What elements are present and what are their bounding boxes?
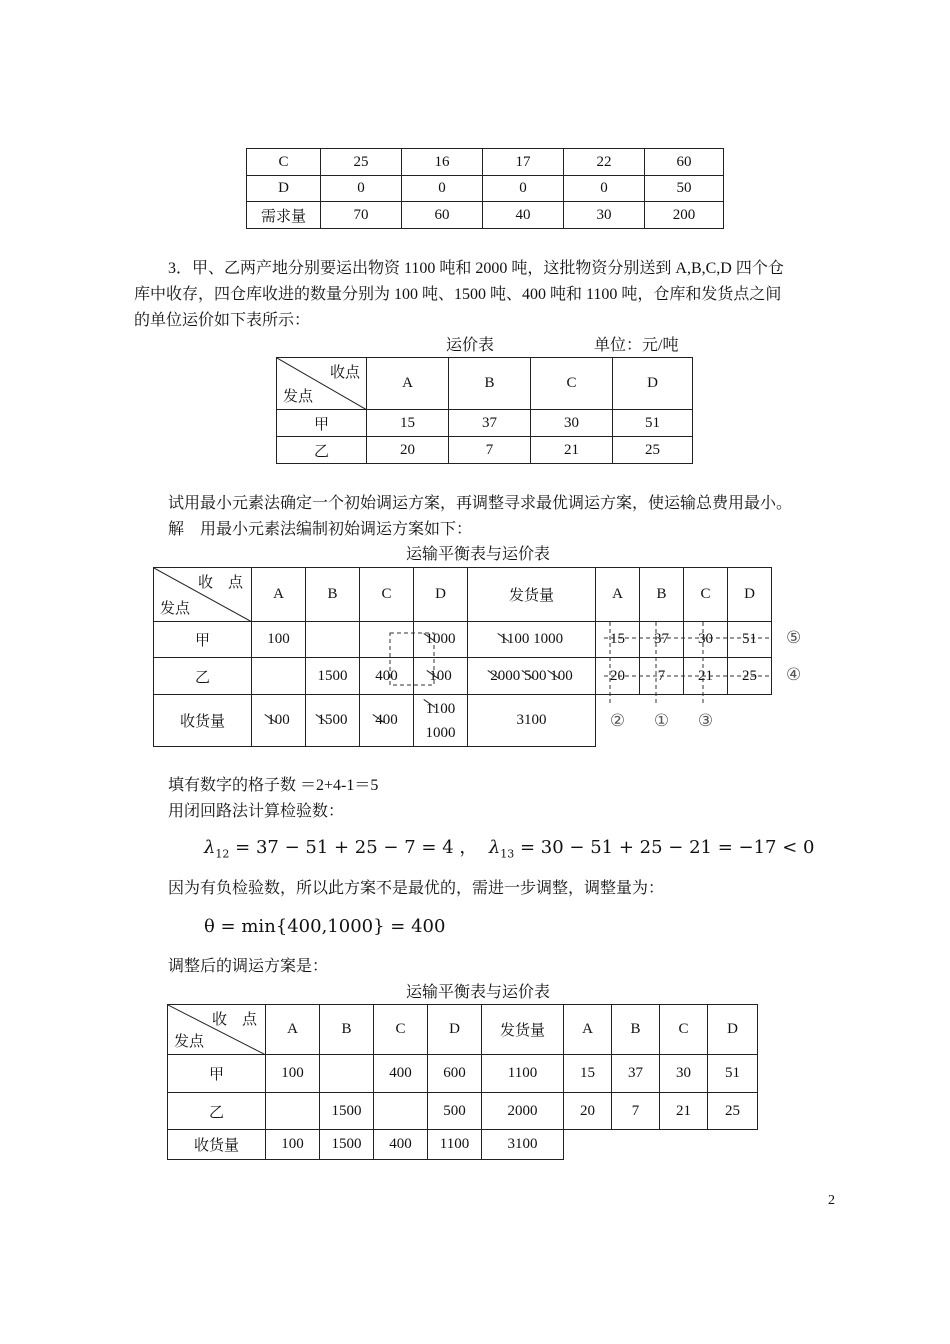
problem-line-3: 的单位运价如下表所示：	[134, 312, 311, 329]
table-row	[247, 149, 724, 176]
table-cell: 51	[728, 622, 772, 658]
table-cell: 37	[612, 1055, 660, 1093]
table-cell: 0	[564, 176, 645, 202]
table-cell: D	[247, 176, 321, 202]
table-row	[247, 202, 724, 229]
table-cell: 200	[645, 202, 724, 229]
table-row	[277, 358, 693, 410]
struck-value: 1500	[317, 712, 348, 728]
table-cell	[414, 658, 468, 695]
header-receive: 收 点	[197, 575, 243, 591]
row-label: 乙	[154, 658, 252, 695]
table-row	[168, 1093, 758, 1130]
lambda-index: 13	[500, 847, 515, 861]
column-header: D	[728, 568, 772, 622]
table-cell: 600	[428, 1055, 482, 1093]
row-label: 甲	[277, 410, 367, 437]
table-cell	[252, 658, 306, 695]
column-header: D	[613, 358, 693, 410]
struck-value: 100	[550, 667, 573, 684]
column-header: A	[596, 568, 640, 622]
struck-value: 100	[429, 667, 452, 684]
table-cell: 100	[266, 1130, 320, 1160]
table-cell: 25	[728, 658, 772, 695]
table-cell	[374, 1093, 428, 1130]
table-cell: 0	[483, 176, 564, 202]
page-number: 2	[828, 1193, 835, 1208]
table-row	[154, 695, 596, 747]
table-cell	[266, 1093, 320, 1130]
table-row	[596, 568, 772, 622]
table-cell	[306, 622, 360, 658]
table-row	[596, 695, 772, 747]
struck-value: 100	[267, 712, 290, 728]
order-mark: ③	[697, 710, 714, 730]
column-header: D	[414, 568, 468, 622]
table-cell: 70	[321, 202, 402, 229]
row-label: 甲	[154, 622, 252, 658]
table-cell: 1100	[482, 1055, 564, 1093]
balance2-caption: 运输平衡表与运价表	[406, 984, 551, 1001]
table-cell: 17	[483, 149, 564, 176]
struck-value: 400	[375, 712, 398, 728]
row-label: 乙	[168, 1093, 266, 1130]
table-row	[277, 410, 693, 437]
table-cell: 1500	[306, 658, 360, 695]
table-row	[168, 1005, 758, 1055]
table-cell: 16	[402, 149, 483, 176]
column-header: B	[320, 1005, 374, 1055]
table-cell	[360, 695, 414, 747]
diagonal-header	[277, 358, 367, 410]
column-header: C	[374, 1005, 428, 1055]
table-cell: 3100	[468, 695, 596, 747]
table-cell: 7	[612, 1093, 660, 1130]
table-row	[596, 622, 772, 658]
table-cell: 25	[708, 1093, 758, 1130]
header-send: 发点	[174, 1034, 205, 1050]
column-header: A	[367, 358, 449, 410]
table-cell: 1500	[320, 1093, 374, 1130]
row-label: 收货量	[154, 695, 252, 747]
loop-method: 用闭回路法计算检验数：	[168, 803, 345, 820]
task-line-1: 试用最小元素法确定一个初始调运方案，再调整寻求最优调运方案，使运输总费用最小。	[168, 495, 793, 512]
table-cell: 30	[660, 1055, 708, 1093]
struck-value: 1100	[426, 697, 455, 721]
table-row	[168, 1055, 758, 1093]
empty-cell	[708, 1130, 758, 1160]
order-mark: ①	[653, 710, 670, 730]
table-cell: 100	[266, 1055, 320, 1093]
table-cell: 2000	[482, 1093, 564, 1130]
table-cell: 需求量	[247, 202, 321, 229]
table-cell: 7	[449, 437, 531, 464]
table-cell: 51	[613, 410, 693, 437]
column-header: C	[531, 358, 613, 410]
header-send: 发点	[283, 389, 314, 405]
table-cell: 15	[367, 410, 449, 437]
row-label: 收货量	[168, 1130, 266, 1160]
column-header: D	[708, 1005, 758, 1055]
table-cell: 60	[402, 202, 483, 229]
lambda-index: 12	[215, 847, 230, 861]
empty-cell	[612, 1130, 660, 1160]
table-cell: 50	[645, 176, 724, 202]
table-cell: C	[247, 149, 321, 176]
table-cell: 25	[321, 149, 402, 176]
theta-formula: θ = min{400,1000} = 400	[204, 916, 446, 937]
lambda-symbol: λ	[204, 837, 216, 858]
table-cell: 0	[402, 176, 483, 202]
table-cell	[468, 622, 596, 658]
struck-value: 1000	[425, 631, 456, 647]
table-row	[154, 622, 596, 658]
row-label: 甲	[168, 1055, 266, 1093]
column-header: 发货量	[468, 568, 596, 622]
table-cell: 30	[531, 410, 613, 437]
table-cell: 100	[252, 622, 306, 658]
column-header: C	[360, 568, 414, 622]
order-mark-row1: ⑤	[786, 628, 802, 647]
column-header: B	[640, 568, 684, 622]
task-line-2: 解 用最小元素法编制初始调运方案如下：	[168, 521, 473, 538]
demand-table	[246, 148, 724, 229]
struck-value: 2000	[490, 667, 521, 684]
column-header: A	[564, 1005, 612, 1055]
empty-cell	[660, 1130, 708, 1160]
header-receive: 收点	[329, 365, 360, 381]
table-cell: 20	[564, 1093, 612, 1130]
table-cell: 22	[564, 149, 645, 176]
table-cell: 21	[660, 1093, 708, 1130]
supply-value: 1000	[533, 631, 564, 647]
column-header: B	[306, 568, 360, 622]
balance-table-initial	[153, 567, 596, 747]
table-cell	[414, 695, 468, 747]
table-cell: 25	[613, 437, 693, 464]
table-cell: 21	[531, 437, 613, 464]
cell-count: 填有数字的格子数 ＝2+4-1＝5	[168, 777, 379, 794]
table-cell: 400	[374, 1055, 428, 1093]
column-header: C	[660, 1005, 708, 1055]
order-mark: ②	[609, 710, 626, 730]
empty-cell	[728, 695, 772, 747]
table-cell: 37	[449, 410, 531, 437]
column-header: B	[612, 1005, 660, 1055]
table-row	[277, 437, 693, 464]
balance-table-adjusted	[167, 1004, 758, 1160]
table-cell: 30	[684, 622, 728, 658]
empty-cell	[564, 1130, 612, 1160]
table-cell: 20	[367, 437, 449, 464]
header-receive: 收 点	[211, 1012, 257, 1028]
table-cell: 0	[321, 176, 402, 202]
reason-text: 因为有负检验数，所以此方案不是最优的，需进一步调整，调整量为：	[168, 880, 665, 897]
table-cell: 37	[640, 622, 684, 658]
column-header: C	[684, 568, 728, 622]
diagonal-header	[168, 1005, 266, 1055]
struck-value: 1100	[499, 631, 530, 647]
table-cell: 3100	[482, 1130, 564, 1160]
formula-part: = 37 − 51 + 25 − 7 = 4 ，	[229, 837, 478, 858]
table-cell	[306, 695, 360, 747]
table-row	[247, 176, 724, 202]
table-cell	[468, 658, 596, 695]
column-header: A	[266, 1005, 320, 1055]
table-cell: 500	[428, 1093, 482, 1130]
table-cell: 60	[645, 149, 724, 176]
table-cell: 1500	[320, 1130, 374, 1160]
price-table-caption: 运价表	[446, 337, 495, 354]
demand-value: 1000	[425, 724, 456, 741]
table-cell: 15	[564, 1055, 612, 1093]
table-row	[596, 658, 772, 695]
problem-line-1: 3．甲、乙两产地分别要运出物资 1100 吨和 2000 吨，这批物资分别送到 A,B,C,D 四个仓	[168, 260, 784, 277]
formula-part: = 30 − 51 + 25 − 21 = −17 < 0	[514, 837, 815, 858]
table-cell: 21	[684, 658, 728, 695]
table-cell: 51	[708, 1055, 758, 1093]
table-cell: 30	[564, 202, 645, 229]
price-table	[276, 357, 693, 464]
problem-line-2: 库中收存，四仓库收进的数量分别为 100 吨、1500 吨、400 吨和 1100 吨，仓库和发货点之间	[134, 286, 782, 303]
order-mark-row2: ④	[786, 665, 802, 684]
struck-value: 500	[524, 667, 547, 684]
price-table-unit: 单位：元/吨	[594, 337, 679, 354]
table-cell: 400	[360, 658, 414, 695]
table-cell	[252, 695, 306, 747]
balance-table-initial-costs	[595, 567, 772, 747]
column-header: B	[449, 358, 531, 410]
column-header: D	[428, 1005, 482, 1055]
lambda-symbol: λ	[488, 837, 501, 858]
row-label: 乙	[277, 437, 367, 464]
balance1-caption: 运输平衡表与运价表	[406, 546, 551, 563]
check-formula	[204, 834, 814, 868]
header-send: 发点	[160, 601, 191, 617]
table-row	[154, 658, 596, 695]
table-cell: 400	[374, 1130, 428, 1160]
table-cell: 1100	[428, 1130, 482, 1160]
column-header: A	[252, 568, 306, 622]
table-cell	[320, 1055, 374, 1093]
table-cell	[360, 622, 414, 658]
table-cell: 7	[640, 658, 684, 695]
table-cell: 20	[596, 658, 640, 695]
table-cell: 40	[483, 202, 564, 229]
diagonal-header	[154, 568, 252, 622]
table-cell	[414, 622, 468, 658]
table-row	[154, 568, 596, 622]
column-header: 发货量	[482, 1005, 564, 1055]
after-text: 调整后的调运方案是：	[168, 958, 329, 975]
table-row	[168, 1130, 758, 1160]
table-cell: 15	[596, 622, 640, 658]
